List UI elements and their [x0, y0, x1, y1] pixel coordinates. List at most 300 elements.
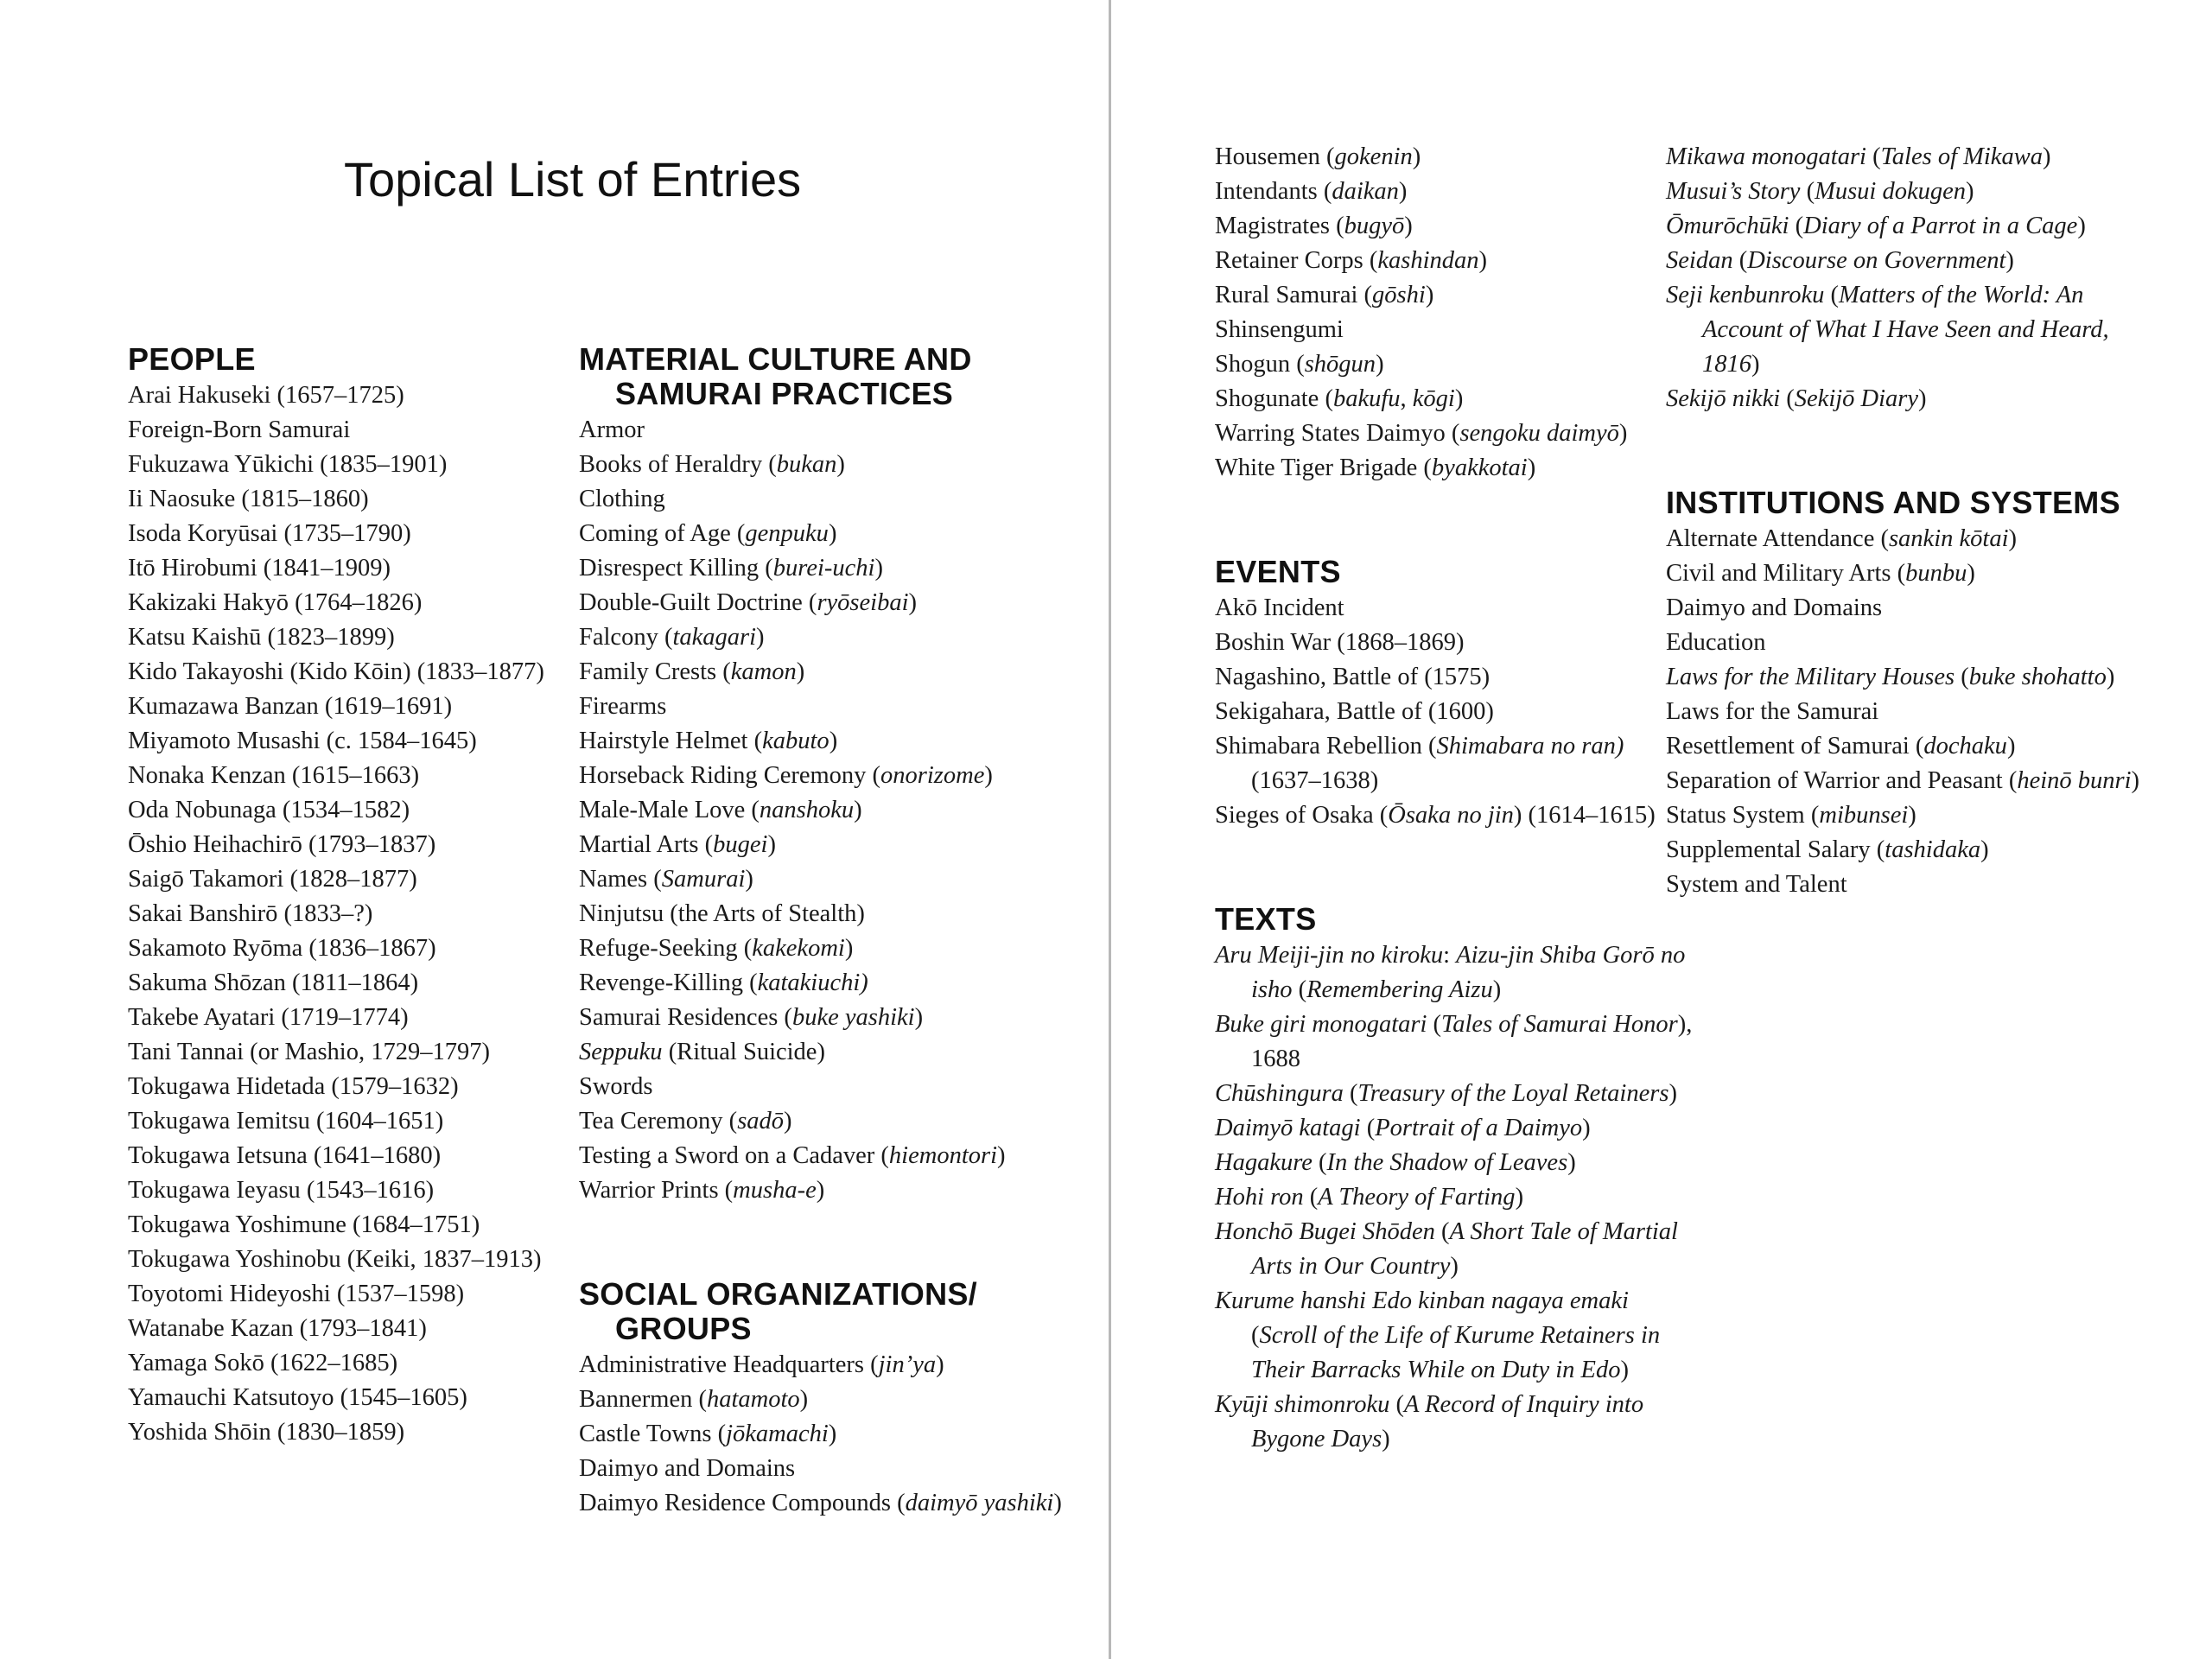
entry-text: ) — [844, 935, 854, 962]
entry-text: Takebe Ayatari (1719–1774) — [128, 1004, 409, 1031]
entry-text: Horseback Riding Ceremony ( — [579, 762, 881, 789]
entry — [1666, 798, 2150, 833]
entry — [128, 828, 612, 862]
entry-text: ) — [1582, 1115, 1591, 1141]
entry-text: ) — [1966, 178, 1974, 205]
entry — [1215, 1180, 1699, 1215]
entry-text: ( — [1343, 1080, 1358, 1107]
entry — [128, 448, 612, 482]
entry-text-italic: buke shohatto — [1968, 664, 2107, 690]
entry-text-italic: In the Shadow of Leaves — [1326, 1149, 1568, 1176]
entry-text: Shimabara Rebellion ( — [1215, 733, 1437, 760]
entry-text-italic: daikan — [1332, 178, 1399, 205]
entry-text: Sakai Banshirō (1833–?) — [128, 900, 373, 927]
entry — [128, 931, 612, 966]
entry — [1666, 695, 2150, 729]
entry — [1215, 175, 1699, 209]
entry-text-italic: Kurume hanshi Edo kinban nagaya emaki — [1215, 1287, 1629, 1314]
entry — [1215, 660, 1699, 695]
entry-text-italic: tashidaka — [1885, 836, 1981, 863]
entry-text-italic: nanshoku — [759, 797, 855, 823]
entry-text: ( — [1389, 1391, 1405, 1418]
entry-text-italic: Musui dokugen — [1815, 178, 1967, 205]
entry-list — [1215, 140, 1699, 486]
entry-text: ) — [854, 797, 862, 823]
entry-text: ) — [1980, 836, 1989, 863]
entry-text-italic: hatamoto — [706, 1386, 800, 1413]
entry-text: ) — [2077, 213, 2086, 239]
entry — [128, 1381, 612, 1415]
entry-text-italic: Tales of Samurai Honor — [1441, 1011, 1678, 1038]
entry — [128, 1035, 612, 1070]
entry-text: ) — [796, 658, 805, 685]
entry-text-italic: gōshi — [1372, 282, 1426, 308]
entry-text: Rural Samurai ( — [1215, 282, 1373, 308]
entry-text: ) — [997, 1142, 1006, 1169]
column-3 — [1215, 140, 1699, 1526]
column-1 — [128, 342, 612, 1519]
entry — [1666, 660, 2150, 695]
entry-text-italic: ryōseibai — [817, 589, 909, 616]
entry — [1215, 140, 1699, 175]
entry — [579, 759, 1063, 793]
entry-text: : — [1443, 942, 1457, 969]
entry-text: Ninjutsu (the Arts of Stealth) — [579, 900, 865, 927]
entry — [579, 655, 1063, 690]
page-title: Topical List of Entries — [344, 152, 802, 207]
entry-text: ) — [984, 762, 993, 789]
entry-text: ) — [914, 1004, 924, 1031]
entry-text: ) — [1669, 1080, 1677, 1107]
entry-text-italic: mibunsei — [1819, 802, 1909, 829]
entry — [1215, 209, 1699, 244]
entry-text: Alternate Attendance ( — [1666, 525, 1889, 552]
entry — [1215, 1215, 1699, 1284]
entry-text: ( — [1789, 213, 1804, 239]
entry — [1215, 1111, 1699, 1146]
entry-text: Separation of Warrior and Peasant ( — [1666, 767, 2018, 794]
entry — [1666, 626, 2150, 660]
entry-text: Katsu Kaishū (1823–1899) — [128, 624, 395, 651]
entry — [1215, 244, 1699, 278]
entry-text: Civil and Military Arts ( — [1666, 560, 1906, 587]
entry-text-italic: Hohi ron — [1215, 1184, 1304, 1211]
entry-text: Yamauchi Katsutoyo (1545–1605) — [128, 1384, 467, 1411]
entry-text-italic: Discourse on Government — [1747, 247, 2006, 274]
entry-text: ) — [2006, 733, 2016, 760]
entry-text: ) — [1404, 213, 1413, 239]
section-social-organizations-groups — [579, 1277, 1063, 1521]
entry-text: Tea Ceremony ( — [579, 1108, 738, 1135]
entry — [1215, 451, 1699, 486]
entry-text: Nonaka Kenzan (1615–1663) — [128, 762, 420, 789]
entry-text-italic: kakekomi — [752, 935, 845, 962]
entry-text: Revenge-Killing ( — [579, 969, 758, 996]
entry-text: ) — [836, 451, 845, 478]
entry-text: ) — [828, 1421, 837, 1447]
entry-text: Education — [1666, 629, 1766, 656]
entry-text: Tokugawa Iemitsu (1604–1651) — [128, 1108, 444, 1135]
entry — [128, 1070, 612, 1104]
entry-text-italic: Tales of Mikawa — [1880, 143, 2043, 170]
entry — [1666, 209, 2150, 244]
entry-text-italic: heinō bunri — [2017, 767, 2132, 794]
entry-text: ) — [828, 520, 837, 547]
entry — [128, 482, 612, 517]
entry-text: Intendants ( — [1215, 178, 1332, 205]
entry-list — [1215, 938, 1699, 1457]
entry-text-italic: burei-uchi — [772, 555, 875, 582]
entry-text: ) — [1382, 1426, 1390, 1452]
entry-text-italic: Chūshingura — [1215, 1080, 1344, 1107]
entry-text: ) — [2106, 664, 2115, 690]
entry-text: Male-Male Love ( — [579, 797, 760, 823]
entry — [579, 1348, 1063, 1382]
entry-text: ) — [1450, 1253, 1459, 1280]
entry-text: Coming of Age ( — [579, 520, 746, 547]
entry-text-italic: Sekijō Diary — [1794, 385, 1919, 412]
entry-text: Itō Hirobumi (1841–1909) — [128, 555, 391, 582]
entry-text-italic: Buke giri monogatari — [1215, 1011, 1427, 1038]
entry-text-italic: onorizome — [880, 762, 985, 789]
entry-text: Daimyo and Domains — [579, 1455, 796, 1482]
entry-text: Disrespect Killing ( — [579, 555, 773, 582]
entry-text: (Ritual Suicide) — [662, 1039, 825, 1065]
entry — [128, 586, 612, 620]
entry — [128, 724, 612, 759]
section-people — [128, 342, 612, 1450]
entry — [128, 1415, 612, 1450]
entry-text: ( — [1780, 385, 1795, 412]
entry — [1215, 278, 1699, 313]
entry-text: Tokugawa Ieyasu (1543–1616) — [128, 1177, 435, 1204]
entry-text-italic: takagari — [672, 624, 757, 651]
entry — [128, 1277, 612, 1312]
entry-text: ) (1614–1615) — [1513, 802, 1656, 829]
section-heading-line: MATERIAL CULTURE AND — [579, 341, 972, 377]
section-heading-line: EVENTS — [1215, 554, 1341, 589]
entry-text-italic: katakiuchi) — [757, 969, 868, 996]
entry-text-italic: Seji kenbunroku — [1666, 282, 1825, 308]
entry-text: ) — [1567, 1149, 1576, 1176]
entry-text: Administrative Headquarters ( — [579, 1351, 879, 1378]
entry-text: ) — [1618, 420, 1628, 447]
entry-text: Double-Guilt Doctrine ( — [579, 589, 817, 616]
entry-text: Supplemental Salary ( — [1666, 836, 1885, 863]
entry-text: System and Talent — [1666, 871, 1847, 898]
entry-text-italic: Seidan — [1666, 247, 1733, 274]
entry-text: Names ( — [579, 866, 662, 893]
entry — [1666, 764, 2150, 798]
entry-text-italic: A Theory of Farting — [1318, 1184, 1516, 1211]
entry-text: Arai Hakuseki (1657–1725) — [128, 382, 404, 409]
entry-text: ) — [1620, 1357, 1629, 1383]
entry — [579, 1486, 1063, 1521]
entry — [579, 690, 1063, 724]
entry-text: Shogunate ( — [1215, 385, 1333, 412]
entry-text: ) — [1908, 802, 1916, 829]
entry — [128, 1312, 612, 1346]
entry — [579, 1382, 1063, 1417]
entry-text: ( — [1303, 1184, 1319, 1211]
entry-text: Warrior Prints ( — [579, 1177, 734, 1204]
entry — [1215, 626, 1699, 660]
entry-text-italic: Remembering Aizu — [1306, 976, 1493, 1003]
entry-text: Foreign-Born Samurai — [128, 416, 351, 443]
entry-text-italic: buke yashiki — [791, 1004, 915, 1031]
entry-list — [128, 378, 612, 1450]
entry-text-italic: jin’ya — [878, 1351, 937, 1378]
entry — [1666, 591, 2150, 626]
section-heading — [1215, 555, 1699, 589]
entry-text: Ii Naosuke (1815–1860) — [128, 486, 369, 512]
entry — [1215, 591, 1699, 626]
section-heading-line: SOCIAL ORGANIZATIONS/ — [579, 1276, 977, 1312]
entry-text-italic: shōgun — [1304, 351, 1376, 378]
entry-text: Daimyo and Domains — [1666, 594, 1883, 621]
entry-text: Sakuma Shōzan (1811–1864) — [128, 969, 419, 996]
entry-text: Boshin War (1868–1869) — [1215, 629, 1465, 656]
section-continued — [1215, 140, 1699, 486]
entry-text: Sakamoto Ryōma (1836–1867) — [128, 935, 436, 962]
entry — [128, 897, 612, 931]
entry — [579, 931, 1063, 966]
entry-text: ), 1688 — [1251, 1011, 1693, 1072]
entry — [579, 828, 1063, 862]
entry — [128, 793, 612, 828]
entry-text: Nagashino, Battle of (1575) — [1215, 664, 1491, 690]
entry — [1215, 938, 1699, 1007]
section-heading — [579, 342, 1063, 411]
section-heading — [128, 342, 612, 377]
entry-text: Shogun ( — [1215, 351, 1305, 378]
entry-list — [579, 413, 1063, 1208]
entry-text: Toyotomi Hideyoshi (1537–1598) — [128, 1281, 465, 1307]
entry-text: ) — [1918, 385, 1927, 412]
entry-text: Warring States Daimyo ( — [1215, 420, 1460, 447]
section-events — [1215, 555, 1699, 833]
entry-text-italic: byakkotai — [1431, 454, 1528, 481]
entry-text: Retainer Corps ( — [1215, 247, 1378, 274]
entry — [579, 966, 1063, 1001]
entry-text: Housemen ( — [1215, 143, 1335, 170]
entry-text: ) — [1376, 351, 1384, 378]
entry-text-italic: Kyūji shimonroku — [1215, 1391, 1390, 1418]
entry-text-italic: Ōmurōchūki — [1666, 213, 1789, 239]
section-heading-line: GROUPS — [615, 1311, 752, 1346]
entry — [1215, 1388, 1699, 1457]
entry — [1215, 1284, 1699, 1388]
entry — [1666, 140, 2150, 175]
entry-text: ( — [1312, 1149, 1327, 1176]
entry-text-italic: hiemontori — [888, 1142, 997, 1169]
page-gutter — [1109, 0, 1111, 1659]
entry-text: Firearms — [579, 693, 667, 720]
entry — [579, 1452, 1063, 1486]
entry — [579, 517, 1063, 551]
entry-text-italic: Ōsaka no jin — [1388, 802, 1514, 829]
entry-text: (1637–1638) — [1251, 767, 1379, 794]
entry-text: Ōshio Heihachirō (1793–1837) — [128, 831, 436, 858]
entry-text-italic: bunbu — [1905, 560, 1967, 587]
entry-text: Refuge-Seeking ( — [579, 935, 753, 962]
entry-text: Swords — [579, 1073, 653, 1100]
entry-text: ) — [1515, 1184, 1524, 1211]
entry — [128, 620, 612, 655]
entry-text: ) — [1398, 178, 1408, 205]
entry-text-italic: Aizu-jin Shiba Gorō no isho — [1251, 942, 1686, 1003]
entry-list — [1666, 140, 2150, 416]
entry — [579, 586, 1063, 620]
entry — [1215, 798, 1699, 833]
entry-text: Armor — [579, 416, 645, 443]
entry-text-italic: genpuku — [745, 520, 829, 547]
entry-text: Clothing — [579, 486, 665, 512]
entry — [1215, 1007, 1699, 1077]
entry-text-italic: Scroll of the Life of Kurume Retainers in Their Barracks While on Duty in Edo — [1251, 1322, 1661, 1383]
entry-text: ( — [1824, 282, 1839, 308]
entry-text: Family Crests ( — [579, 658, 731, 685]
entry — [579, 1104, 1063, 1139]
entry-list — [1666, 522, 2150, 902]
entry — [579, 1173, 1063, 1208]
entry — [1215, 347, 1699, 382]
entry-list — [579, 1348, 1063, 1521]
entry-text: ) — [799, 1386, 809, 1413]
entry-text: Watanabe Kazan (1793–1841) — [128, 1315, 427, 1342]
entry-text: ( — [1427, 1011, 1442, 1038]
section-heading — [1215, 902, 1699, 937]
entry — [1666, 868, 2150, 902]
entry-text: Resettlement of Samurai ( — [1666, 733, 1924, 760]
entry-text: Oda Nobunaga (1534–1582) — [128, 797, 410, 823]
column-2 — [579, 342, 1063, 1590]
entry-text: ) — [829, 728, 838, 754]
entry-text-italic: bakufu — [1332, 385, 1401, 412]
entry-text: ) — [908, 589, 918, 616]
entry-text-italic: musha-e — [733, 1177, 817, 1204]
entry — [1215, 729, 1699, 798]
entry-text: ) — [1492, 976, 1502, 1003]
entry-text: ( — [1866, 143, 1881, 170]
entry-text: Testing a Sword on a Cadaver ( — [579, 1142, 889, 1169]
entry-text: ) — [1527, 454, 1536, 481]
entry-text-italic: Laws for the Military Houses — [1666, 664, 1955, 690]
entry-text: Yamaga Sokō (1622–1685) — [128, 1350, 398, 1376]
entry-text-italic: Samurai — [661, 866, 746, 893]
entry-text: Kumazawa Banzan (1619–1691) — [128, 693, 453, 720]
entry-text: ) — [2042, 143, 2051, 170]
entry-text: Akō Incident — [1215, 594, 1344, 621]
entry-text-italic: Hagakure — [1215, 1149, 1313, 1176]
entry-text-italic: A Record of Inquiry into Bygone Days — [1251, 1391, 1644, 1452]
entry-text-italic: Portrait of a Daimyo — [1375, 1115, 1583, 1141]
entry-text: ) — [745, 866, 753, 893]
entry-text-italic: bugei — [713, 831, 768, 858]
entry-text: ( — [1251, 1322, 1260, 1349]
entry-text-italic: bugyō — [1344, 213, 1405, 239]
entry — [1666, 382, 2150, 416]
section-heading-line: SAMURAI PRACTICES — [615, 376, 954, 411]
entry — [1215, 416, 1699, 451]
entry-text: ) — [1967, 560, 1975, 587]
entry — [579, 897, 1063, 931]
entry — [128, 690, 612, 724]
entry — [128, 1139, 612, 1173]
entry — [128, 655, 612, 690]
entry-text: Tokugawa Yoshimune (1684–1751) — [128, 1211, 480, 1238]
entry — [579, 724, 1063, 759]
entry-text: ) — [2005, 247, 2014, 274]
entry-text: ) — [756, 624, 765, 651]
section-heading-line: TEXTS — [1215, 901, 1317, 937]
entry — [1215, 695, 1699, 729]
entry — [1215, 382, 1699, 416]
entry-text-italic: kashindan — [1377, 247, 1479, 274]
entry-text: ) — [874, 555, 883, 582]
entry — [128, 1243, 612, 1277]
entry-text: Yoshida Shōin (1830–1859) — [128, 1419, 405, 1446]
entry-text: Sekigahara, Battle of (1600) — [1215, 698, 1494, 725]
section-heading-line: INSTITUTIONS AND SYSTEMS — [1666, 485, 2120, 520]
entry — [579, 1070, 1063, 1104]
entry-text: Sieges of Osaka ( — [1215, 802, 1389, 829]
entry-text: ) — [2131, 767, 2140, 794]
entry-text: ) — [767, 831, 776, 858]
entry-text: ) — [2008, 525, 2017, 552]
entry-text: ) — [816, 1177, 825, 1204]
entry — [1666, 175, 2150, 209]
entry-text: ) — [1478, 247, 1488, 274]
entry-text: Magistrates ( — [1215, 213, 1344, 239]
entry-text-italic: jōkamachi — [726, 1421, 829, 1447]
entry-text: Tani Tannai (or Mashio, 1729–1797) — [128, 1039, 490, 1065]
section-heading — [579, 1277, 1063, 1346]
entry — [579, 862, 1063, 897]
entry-text: Shinsengumi — [1215, 316, 1344, 343]
entry-text-italic: Musui’s Story — [1666, 178, 1801, 205]
entry-text-italic: A Short Tale of Martial Arts in Our Country — [1251, 1218, 1678, 1280]
entry-text: Castle Towns ( — [579, 1421, 727, 1447]
entry-text: Kido Takayoshi (Kido Kōin) (1833–1877) — [128, 658, 544, 685]
entry-text-italic: dochaku — [1923, 733, 2007, 760]
entry-text-italic: sadō — [737, 1108, 785, 1135]
section-institutions-and-systems — [1666, 486, 2150, 902]
entry-text: Saigō Takamori (1828–1877) — [128, 866, 417, 893]
entry-text: ) — [784, 1108, 792, 1135]
entry-text: ( — [1800, 178, 1815, 205]
entry-text: Daimyo Residence Compounds ( — [579, 1490, 906, 1516]
entry-text: Bannermen ( — [579, 1386, 707, 1413]
entry — [579, 793, 1063, 828]
entry — [1666, 522, 2150, 556]
entry — [579, 448, 1063, 482]
entry-text-italic: kōgi — [1412, 385, 1455, 412]
entry-text-italic: Aru Meiji-jin no kiroku — [1215, 942, 1444, 969]
entry — [579, 1001, 1063, 1035]
section-heading-line: PEOPLE — [128, 341, 256, 377]
entry — [579, 620, 1063, 655]
entry — [1666, 278, 2150, 382]
entry-text: Miyamoto Musashi (c. 1584–1645) — [128, 728, 477, 754]
section-material-culture-and-samurai-practices — [579, 342, 1063, 1208]
entry-text-italic: Honchō Bugei Shōden — [1215, 1218, 1435, 1245]
entry — [128, 1104, 612, 1139]
entry-text-italic: Diary of a Parrot in a Cage — [1803, 213, 2078, 239]
entry-text-italic: kabuto — [762, 728, 830, 754]
entry — [128, 551, 612, 586]
entry-text: ( — [1360, 1115, 1376, 1141]
